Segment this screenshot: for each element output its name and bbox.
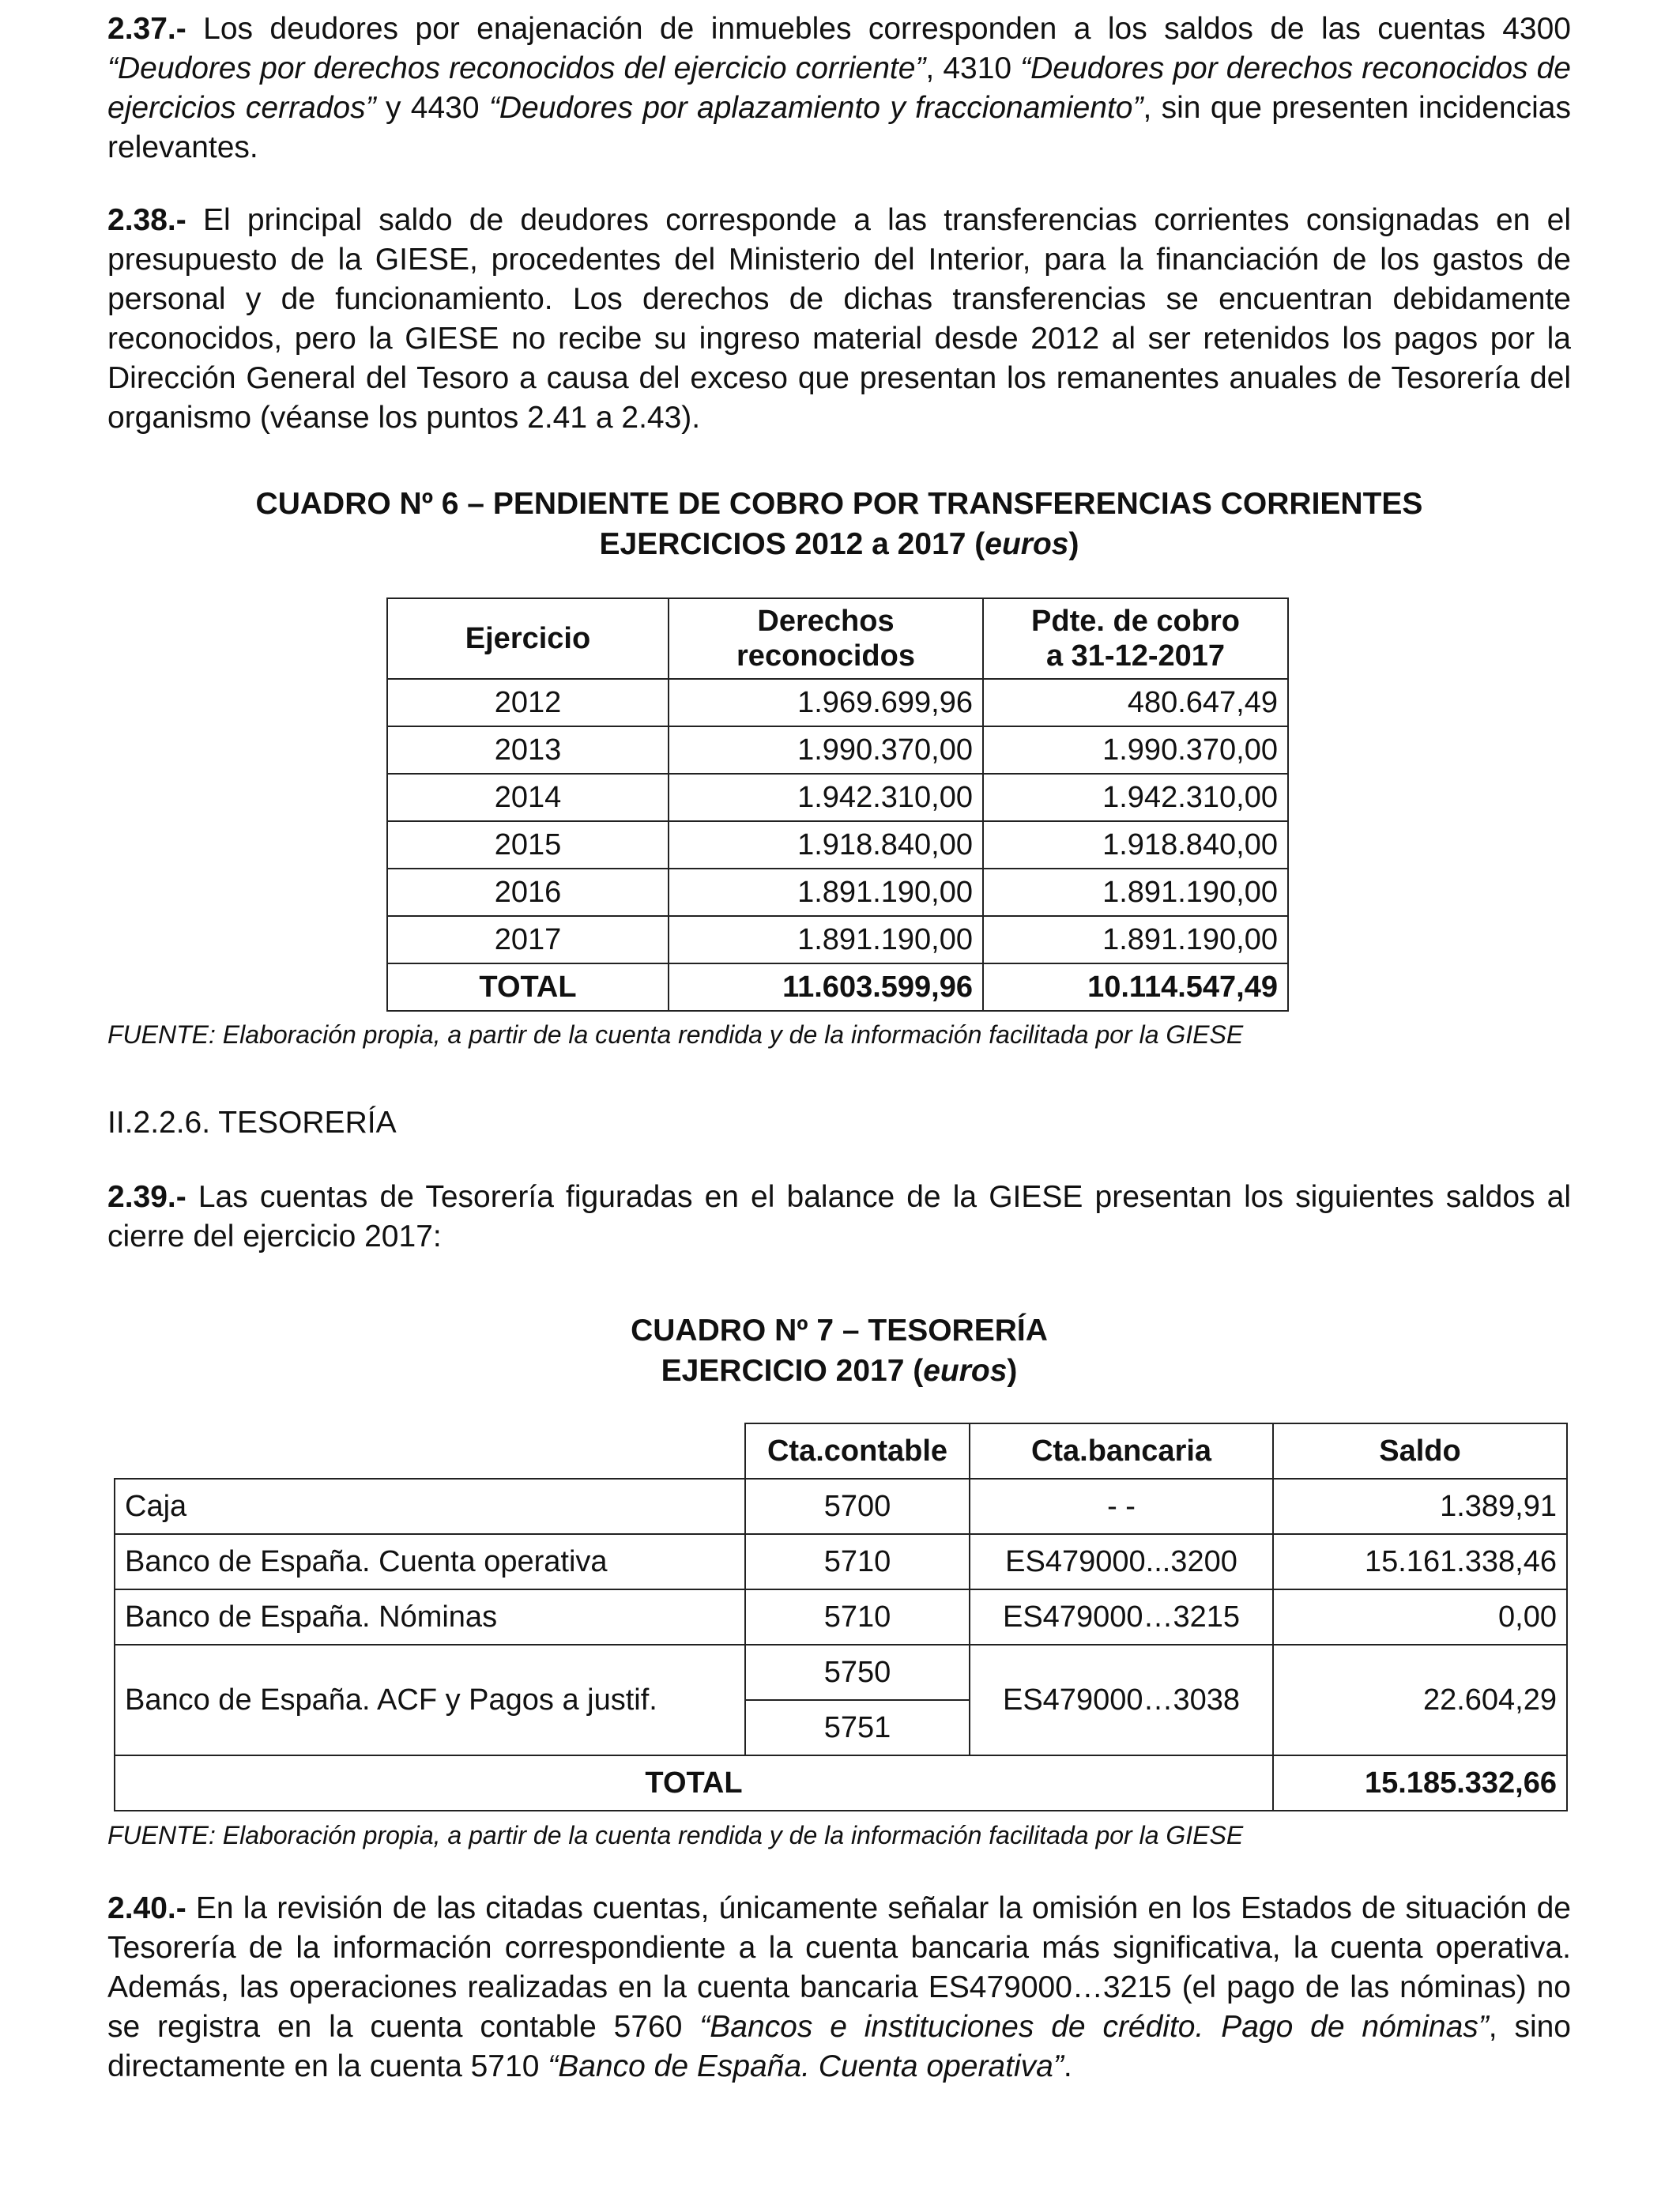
- paragraph-text: , sino directamente en la cuenta 5710: [107, 2010, 1572, 2083]
- table-6: [386, 598, 1289, 1012]
- cell-cta-bancaria: - -: [970, 1479, 1273, 1534]
- table-row: [115, 1479, 1567, 1534]
- paragraph-text: .: [1063, 2049, 1072, 2083]
- cell-total-derechos: 11.603.599,96: [669, 963, 983, 1011]
- cell-cta-contable: 5750: [745, 1645, 970, 1700]
- account-name: “Bancos e instituciones de crédito. Pago de nóminas”: [699, 2010, 1489, 2044]
- account-name: “Deudores por derechos reconocidos del ejercicio corriente”: [107, 51, 926, 85]
- caption-text: ): [1007, 1354, 1018, 1388]
- table-6-source: FUENTE: Elaboración propia, a partir de la cuenta rendida y de la información facilitada por la GIESE: [107, 1020, 1244, 1049]
- caption-text: EJERCICIOS 2012 a 2017 (: [599, 527, 985, 561]
- cell-total-saldo: 15.185.332,66: [1273, 1755, 1567, 1811]
- caption-line-2: [107, 1351, 1571, 1391]
- cell-total-label: TOTAL: [115, 1755, 1273, 1811]
- header-line: Derechos: [757, 605, 895, 638]
- table-row: [387, 916, 1288, 963]
- caption-unit: euros: [985, 527, 1069, 561]
- table-total-row: [115, 1755, 1567, 1811]
- cell-cta-contable: 5710: [745, 1534, 970, 1589]
- cell-saldo: 0,00: [1273, 1589, 1567, 1645]
- cell-pendiente: 1.990.370,00: [983, 726, 1288, 774]
- section-heading: II.2.2.6. TESORERÍA: [107, 1106, 397, 1140]
- table-row: [387, 821, 1288, 869]
- cell-cta-bancaria: ES479000…3215: [970, 1589, 1273, 1645]
- cell-derechos: 1.942.310,00: [669, 774, 983, 821]
- cell-concepto: Banco de España. ACF y Pagos a justif.: [115, 1645, 745, 1755]
- table-6-caption: [107, 484, 1571, 564]
- header-ejercicio: Ejercicio: [387, 598, 669, 679]
- paragraph-number: 2.40.-: [107, 1891, 186, 1925]
- cell-cta-contable: 5710: [745, 1589, 970, 1645]
- table-row: [387, 726, 1288, 774]
- cell-year: 2013: [387, 726, 669, 774]
- cell-year: 2014: [387, 774, 669, 821]
- header-pendiente: [983, 598, 1288, 679]
- paragraph-text: Las cuentas de Tesorería figuradas en el balance de la GIESE presentan los siguientes saldos al cierre del ejercicio 2017:: [107, 1180, 1571, 1253]
- caption-line-1: CUADRO Nº 7 – TESORERÍA: [631, 1314, 1048, 1348]
- paragraph-2-37: [107, 9, 1571, 168]
- table-row: [115, 1645, 1567, 1700]
- paragraph-number: 2.38.-: [107, 203, 186, 237]
- caption-line-1: CUADRO Nº 6 – PENDIENTE DE COBRO POR TRANSFERENCIAS CORRIENTES: [255, 487, 1423, 521]
- cell-year: 2015: [387, 821, 669, 869]
- paragraph-2-39: [107, 1178, 1571, 1257]
- cell-derechos: 1.969.699,96: [669, 679, 983, 726]
- caption-unit: euros: [923, 1354, 1008, 1388]
- cell-derechos: 1.891.190,00: [669, 869, 983, 916]
- cell-saldo: 1.389,91: [1273, 1479, 1567, 1534]
- account-name: “Banco de España. Cuenta operativa”: [548, 2049, 1064, 2083]
- cell-concepto: Banco de España. Cuenta operativa: [115, 1534, 745, 1589]
- cell-derechos: 1.891.190,00: [669, 916, 983, 963]
- cell-year: 2016: [387, 869, 669, 916]
- table-header-row: [115, 1423, 1567, 1479]
- cell-pendiente: 480.647,49: [983, 679, 1288, 726]
- header-cta-bancaria: Cta.bancaria: [970, 1423, 1273, 1479]
- header-derechos: [669, 598, 983, 679]
- cell-total-label: TOTAL: [387, 963, 669, 1011]
- cell-derechos: 1.990.370,00: [669, 726, 983, 774]
- cell-total-pendiente: 10.114.547,49: [983, 963, 1288, 1011]
- paragraph-2-40: [107, 1889, 1571, 2087]
- cell-saldo: 22.604,29: [1273, 1645, 1567, 1755]
- table-7-source: FUENTE: Elaboración propia, a partir de la cuenta rendida y de la información facilitada por la GIESE: [107, 1821, 1244, 1849]
- paragraph-number: 2.37.-: [107, 12, 186, 46]
- header-blank: [115, 1423, 745, 1479]
- table-row: [387, 869, 1288, 916]
- cell-concepto: Caja: [115, 1479, 745, 1534]
- table-total-row: [387, 963, 1288, 1011]
- header-line: Pdte. de cobro: [1031, 605, 1240, 638]
- table-header-row: [387, 598, 1288, 679]
- cell-year: 2012: [387, 679, 669, 726]
- paragraph-text: y 4430: [375, 91, 489, 125]
- cell-pendiente: 1.891.190,00: [983, 916, 1288, 963]
- table-7: [114, 1423, 1568, 1811]
- paragraph-2-38: [107, 201, 1571, 438]
- caption-text: ): [1068, 527, 1079, 561]
- cell-saldo: 15.161.338,46: [1273, 1534, 1567, 1589]
- paragraph-text: , 4310: [925, 51, 1021, 85]
- cell-concepto: Banco de España. Nóminas: [115, 1589, 745, 1645]
- cell-cta-contable: 5751: [745, 1700, 970, 1755]
- account-name: “Deudores por aplazamiento y fraccionamiento”: [488, 91, 1143, 125]
- paragraph-text: Los deudores por enajenación de inmuebles corresponden a los saldos de las cuentas 4300: [186, 12, 1571, 46]
- table-row: [115, 1534, 1567, 1589]
- cell-year: 2017: [387, 916, 669, 963]
- table-row: [387, 774, 1288, 821]
- table-row: [387, 679, 1288, 726]
- cell-pendiente: 1.891.190,00: [983, 869, 1288, 916]
- header-line: reconocidos: [736, 639, 915, 673]
- cell-cta-bancaria: ES479000...3200: [970, 1534, 1273, 1589]
- paragraph-text: En la revisión de las citadas cuentas, únicamente señalar la omisión en los Estados de situación de Tesorería de la información correspondiente a la cuenta bancaria más significativa, la cuenta operativa. Además, las operaciones realizadas en la cuenta bancaria ES479000…3215 (el pago de las nóminas) no se registra en la cuenta contable 5760: [107, 1891, 1571, 2044]
- cell-pendiente: 1.942.310,00: [983, 774, 1288, 821]
- table-row: [115, 1589, 1567, 1645]
- header-line: a 31-12-2017: [1045, 639, 1226, 673]
- cell-cta-contable: 5700: [745, 1479, 970, 1534]
- table-7-caption: [107, 1310, 1571, 1391]
- cell-cta-bancaria: ES479000…3038: [970, 1645, 1273, 1755]
- caption-line-2: [107, 524, 1571, 564]
- caption-text: EJERCICIO 2017 (: [661, 1354, 924, 1388]
- paragraph-text: El principal saldo de deudores corresponde a las transferencias corrientes consignadas en el presupuesto de la GIESE, procedentes del Ministerio del Interior, para la financiación de los gastos de personal y de funcionamiento. Los derechos de dichas transferencias se encuentran debidamente reconocidos, pero la GIESE no recibe su ingreso material desde 2012 al ser retenidos los pagos por la Dirección General del Tesoro a causa del exceso que presentan los remanentes anuales de Tesorería del organismo (véanse los puntos 2.41 a 2.43).: [107, 203, 1571, 435]
- header-saldo: Saldo: [1273, 1423, 1567, 1479]
- account-name: “Deudores por derechos reconocidos de ejercicios cerrados”: [107, 51, 1571, 125]
- paragraph-text: , sin que presenten incidencias relevantes.: [107, 91, 1571, 164]
- header-cta-contable: Cta.contable: [745, 1423, 970, 1479]
- paragraph-number: 2.39.-: [107, 1180, 186, 1214]
- cell-pendiente: 1.918.840,00: [983, 821, 1288, 869]
- cell-derechos: 1.918.840,00: [669, 821, 983, 869]
